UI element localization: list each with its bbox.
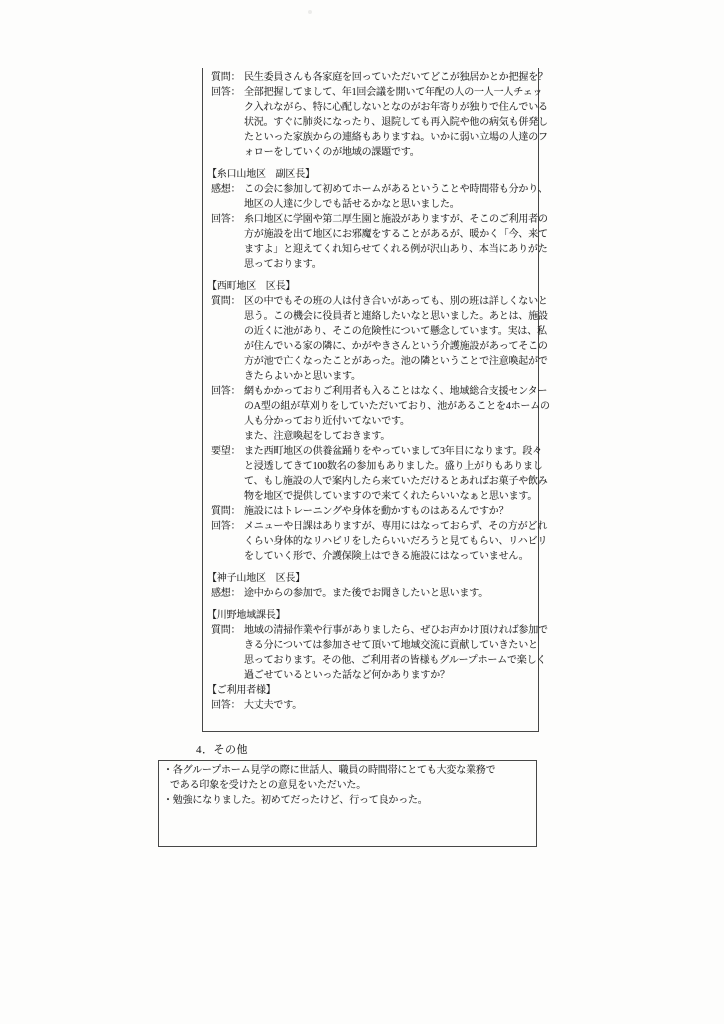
text-line: のA型の組が草刈りをしていただいており、池があることを4ホームの [244, 401, 550, 412]
minutes-section [203, 70, 548, 160]
text-line: ますよ」と迎えてくれ知らせてくれる例が沢山あり、本当にありがた [244, 244, 548, 255]
qa-label: 要望： [211, 446, 241, 457]
text-line: 糸口地区に学園や第二厚生園と施設がありますが、そこのご利用者の [244, 214, 548, 225]
qa-label: 回答： [211, 87, 241, 98]
text-line: 思っております。その他、ご利用者の皆様もグループホームで楽しく [244, 655, 547, 666]
text-line: この会に参加して初めてホームがあるということや時間帯も分かり、 [244, 184, 548, 195]
text-line: また西町地区の供養盆踊りをやっていまして3年目になります。段々 [244, 446, 542, 457]
qa-lines [244, 623, 548, 683]
text-line: くらい身体的なリハビリをしたらいいだろうと見てもらい、リハビリ [244, 536, 548, 547]
text-line: きたらよいかと思います。 [244, 371, 361, 382]
text-line: ・各グループホーム見学の際に世話人、職員の時間帯にとても大変な業務で [163, 765, 496, 776]
text-line: 網もかかっておりご利用者も入ることはなく、地域総合支援センター [244, 386, 548, 397]
text-line: 民生委員さんも各家庭を回っていただいてどこが独居かとか把握を？ [244, 72, 548, 83]
qa-lines [244, 444, 548, 504]
qa-lines [244, 70, 548, 85]
qa-entry [203, 384, 550, 444]
text-line: ・勉強になりました。初めてだったけど、行って良かった。 [163, 795, 428, 806]
qa-entry [203, 70, 548, 85]
text-line: また、注意喚起をしておきます。 [244, 431, 391, 442]
text-line: 区の中でもその班の人は付き合いがあっても、別の班は詳しくないと [244, 296, 548, 307]
qa-lines [244, 586, 538, 601]
bullet-item [163, 763, 532, 793]
qa-lines [244, 519, 548, 564]
text-line: きる分については参加させて頂いて地域交流に貢献していきたいと [244, 640, 538, 651]
text-line: 全部把握してまして、年1回会議を開いて年配の人の一人一人チェッ [244, 87, 543, 98]
text-line: 思う。この機会に役員者と連絡したいなと思いました。あとは、施設 [244, 311, 548, 322]
qa-lines [244, 85, 548, 160]
minutes-section [203, 683, 538, 713]
section-header: 【神子山地区 区長】 [207, 573, 305, 584]
others-box [158, 760, 537, 847]
qa-entry [203, 444, 548, 504]
qa-label: 質問： [211, 625, 241, 636]
text-line: 途中からの参加で。また後でお聞きしたいと思います。 [244, 588, 488, 599]
qa-lines [244, 212, 548, 272]
minutes-section [203, 167, 548, 272]
text-line: 過ごせているといった話など何かありますか？ [244, 670, 450, 681]
section-header: 【西町地区 区長】 [207, 281, 296, 292]
qa-label: 感想： [211, 184, 241, 195]
qa-lines [244, 504, 538, 519]
text-line: 施設にはトレーニングや身体を動かすものはあるんですか？ [244, 506, 509, 517]
section4-heading: 4．その他 [196, 744, 248, 756]
minutes-section [203, 571, 538, 601]
bullet-item [163, 793, 532, 808]
qa-entry [203, 85, 548, 160]
text-line: 方が施設を出て地区にお邪魔をすることがあるが、暖かく「今、来て [244, 229, 548, 240]
qa-lines [244, 384, 550, 444]
qa-label: 質問： [211, 72, 241, 83]
text-line: 状況。すぐに肺炎になったり、退院しても再入院や他の病気も併発し [244, 117, 548, 128]
qa-lines [244, 698, 538, 713]
qa-entry [203, 504, 538, 519]
text-line: 地域の清掃作業や行事がありましたら、ぜひお声かけ頂ければ参加で [244, 625, 548, 636]
section-header: 【川野地域課長】 [207, 610, 286, 621]
qa-lines [244, 294, 548, 384]
text-line: 地区の人達に少しでも話せるかなと思いました。 [244, 199, 460, 210]
text-line: 方が池で亡くなったことがあった。池の隣ということで注意喚起がで [244, 356, 548, 367]
text-line: 思っております。 [244, 259, 322, 270]
minutes-section [203, 608, 548, 683]
qa-entry [203, 519, 548, 564]
qa-entry [203, 698, 538, 713]
qa-lines [244, 182, 548, 212]
text-line: て、もし施設の人で案内したら来ていただけるとあればお菓子や飲み [244, 476, 548, 487]
text-line: メニューや日課はありますが、専用にはなっておらず、その方がどれ [244, 521, 547, 532]
section-header: 【糸口山地区 副区長】 [207, 169, 315, 180]
qa-label: 回答： [211, 700, 241, 711]
qa-label: 回答： [211, 214, 241, 225]
text-line: の近くに池があり、そこの危険性について懸念しています。実は、私 [244, 326, 547, 337]
minutes-box [202, 68, 550, 732]
text-line: 大丈夫です。 [244, 700, 302, 711]
qa-entry [203, 586, 538, 601]
section-header: 【ご利用者様】 [207, 685, 276, 696]
text-line: 人も分かっており近付いてないです。 [244, 416, 410, 427]
text-line: ォローをしていくのが地域の課題です。 [244, 147, 420, 158]
text-line: が住んでいる家の隣に、かがやきさんという介護施設があってそこの [244, 341, 548, 352]
minutes-section [203, 279, 550, 564]
qa-label: 回答： [211, 386, 241, 397]
text-line: をしていく形で、介護保険上はできる施設にはなっていません。 [244, 551, 529, 562]
text-line: たといった家族からの連絡もありますね。いかに弱い立場の人達のフ [244, 132, 548, 143]
qa-entry [203, 182, 548, 212]
text-line: 物を地区で提供していますので来てくれたらいいなぁと思います。 [244, 491, 538, 502]
qa-label: 回答： [211, 521, 241, 532]
qa-label: 質問： [211, 506, 241, 517]
text-line: ク入れながら、特に心配しないとなのがお年寄りが独りで住んでいる [244, 102, 548, 113]
scan-artifact-dot [308, 10, 312, 14]
qa-label: 感想： [211, 588, 241, 599]
qa-entry [203, 212, 548, 272]
qa-entry [203, 294, 548, 384]
qa-entry [203, 623, 548, 683]
qa-label: 質問： [211, 296, 241, 307]
text-line: と浸透してきて100数名の参加もありました。盛り上がりもありまし [244, 461, 543, 472]
text-line: である印象を受けたとの意見をいただいた。 [170, 780, 366, 791]
